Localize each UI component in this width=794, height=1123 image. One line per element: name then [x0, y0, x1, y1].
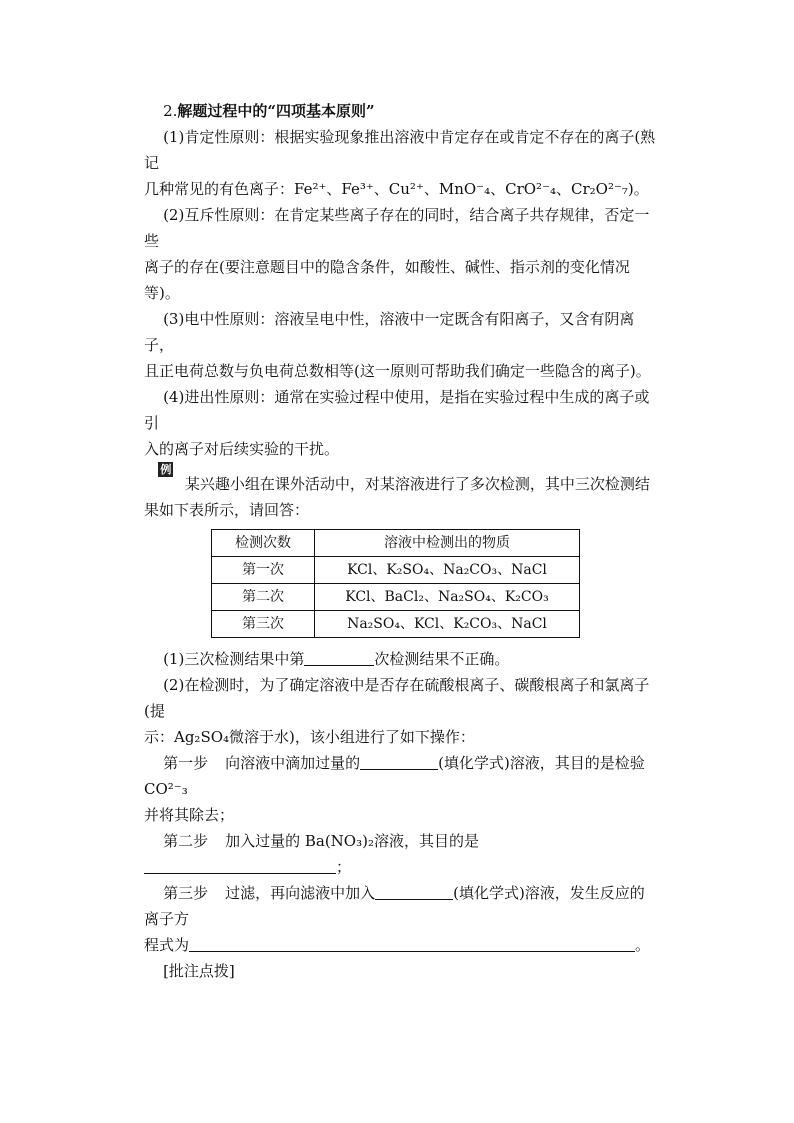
example-intro [144, 462, 656, 523]
principle-2 [144, 202, 656, 306]
q1-before: (1)三次检测结果中第 [163, 650, 305, 668]
table-header: 溶液中检测出的物质 [315, 530, 580, 557]
step-3-before: 过滤，再向滤液中加入 [225, 884, 376, 902]
step-2-after: ； [336, 858, 352, 876]
table-cell: KCl、K₂SO₄、Na₂CO₃、NaCl [315, 557, 580, 584]
q2-line2: 示：Ag₂SO₄微溶于水)，该小组进行了如下操作： [144, 728, 475, 746]
table-cell: Na₂SO₄、KCl、K₂CO₃、NaCl [315, 611, 580, 638]
results-table [211, 529, 580, 638]
step-3 [144, 880, 656, 958]
example-line1: 某兴趣小组在课外活动中，对某溶液进行了多次检测，其中三次检测结 [184, 475, 650, 493]
step-3-after: (填化学式)溶液，发生反应的离子方 [144, 884, 645, 928]
table-row [212, 584, 580, 611]
principle-4 [144, 384, 656, 462]
section-heading [144, 98, 656, 124]
principle-4-line1: (4)进出性原则：通常在实验过程中使用，是指在实验过程中生成的离子或引 [144, 388, 650, 432]
answer-blank[interactable] [360, 754, 438, 770]
heading-title: 解题过程中的“四项基本原则” [177, 102, 375, 120]
table-cell: 第二次 [212, 584, 315, 611]
document-content [144, 98, 656, 984]
principle-1-line1: (1)肯定性原则：根据实验现象推出溶液中肯定存在或肯定不存在的离子(熟记 [144, 128, 656, 172]
principle-3 [144, 306, 656, 384]
step-1-line2: 并将其除去； [144, 806, 235, 824]
principle-3-line1: (3)电中性原则：溶液呈电中性，溶液中一定既含有阳离子，又含有阴离子， [144, 310, 635, 354]
q1-after: 次检测结果不正确。 [374, 650, 510, 668]
principle-2-line2: 离子的存在(要注意题目中的隐含条件，如酸性、碱性、指示剂的变化情况等)。 [144, 258, 630, 302]
principle-4-line2: 入的离子对后续实验的干扰。 [144, 440, 340, 458]
step-1 [144, 750, 656, 828]
step-3-line2-after: 。 [635, 936, 651, 954]
step-label: 第三步 [163, 884, 209, 902]
principle-2-line1: (2)互斥性原则：在肯定某些离子存在的同时，结合离子共存规律，否定一些 [144, 206, 650, 250]
answer-blank[interactable] [189, 936, 635, 952]
principle-1 [144, 124, 656, 202]
question-1 [144, 646, 656, 672]
question-2 [144, 672, 656, 750]
step-3-line2-before: 程式为 [144, 936, 190, 954]
example-label-icon: 例1 [160, 463, 172, 491]
heading-number: 2. [163, 102, 178, 120]
step-label: 第二步 [163, 832, 209, 850]
table-row [212, 557, 580, 584]
table-header-row [212, 530, 580, 557]
step-label: 第一步 [163, 754, 209, 772]
principle-3-line2: 且正电荷总数与负电荷总数相等(这一原则可帮助我们确定一些隐含的离子)。 [144, 362, 651, 380]
step-2-before: 加入过量的 Ba(NO₃)₂溶液，其目的是 [225, 832, 479, 850]
step-1-before: 向溶液中滴加过量的 [225, 754, 361, 772]
table-cell: KCl、BaCl₂、Na₂SO₄、K₂CO₃ [315, 584, 580, 611]
table-row [212, 611, 580, 638]
step-1-after: (填化学式)溶液，其目的是检验 CO²⁻₃ [144, 754, 645, 798]
principle-1-line2: 几种常见的有色离子：Fe²⁺、Fe³⁺、Cu²⁺、MnO⁻₄、CrO²⁻₄、Cr₂O²⁻₇)。 [144, 180, 649, 198]
answer-blank[interactable] [144, 858, 336, 874]
answer-blank[interactable] [304, 650, 374, 666]
annotation-text: [批注点拨] [163, 962, 235, 980]
example-line2: 果如下表所示，请回答： [144, 501, 310, 519]
table-cell: 第一次 [212, 557, 315, 584]
step-2 [144, 828, 656, 880]
q2-line1: (2)在检测时，为了确定溶液中是否存在硫酸根离子、碳酸根离子和氯离子(提 [144, 676, 650, 720]
table-cell: 第三次 [212, 611, 315, 638]
annotation-label [144, 958, 656, 984]
answer-blank[interactable] [375, 884, 453, 900]
table-header: 检测次数 [212, 530, 315, 557]
